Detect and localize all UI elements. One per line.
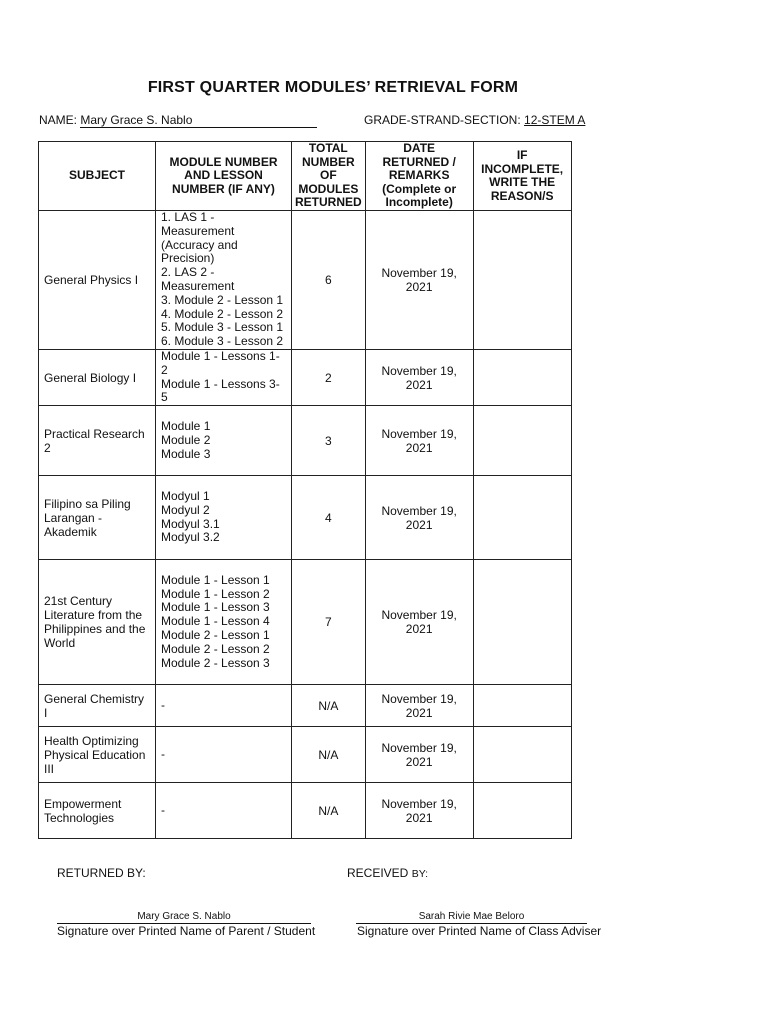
received-by-label-main: RECEIVED	[347, 866, 412, 880]
module-line: Module 3	[161, 446, 211, 461]
date-cell: November 19, 2021	[365, 727, 473, 783]
module-line: Modyul 2	[161, 502, 210, 517]
reason-cell	[473, 211, 571, 350]
reason-cell	[473, 685, 571, 727]
total-cell: 7	[292, 560, 366, 685]
subject-cell: 21st Century Literature from the Philippines and the World	[39, 560, 156, 685]
module-line: Modyul 1	[161, 489, 210, 504]
date-cell: November 19, 2021	[365, 685, 473, 727]
table-row	[39, 349, 572, 405]
header-module: MODULE NUMBER AND LESSON NUMBER (IF ANY)	[156, 142, 292, 211]
table-header-row	[39, 142, 572, 211]
module-line: Module 1 - Lessons 3-5	[161, 376, 280, 405]
subject-cell: General Physics I	[39, 211, 156, 350]
date-cell: November 19, 2021	[365, 476, 473, 560]
module-line: Module 1 - Lesson 3	[161, 600, 270, 615]
total-cell: N/A	[292, 727, 366, 783]
module-line: 1. LAS 1 - Measurement (Accuracy and Precision)	[161, 210, 238, 266]
date-cell: November 19, 2021	[365, 349, 473, 405]
module-cell	[156, 685, 292, 727]
total-cell: 3	[292, 406, 366, 476]
header-date: DATE RETURNED / REMARKS (Complete or Incomplete)	[365, 142, 473, 211]
table-row	[39, 685, 572, 727]
table-row	[39, 783, 572, 839]
total-cell: 2	[292, 349, 366, 405]
module-line: 4. Module 2 - Lesson 2	[161, 306, 284, 321]
module-line: -	[161, 802, 165, 817]
returned-by-label: RETURNED BY:	[57, 866, 146, 880]
name-value: Mary Grace S. Nablo	[80, 114, 317, 128]
module-line: 6. Module 3 - Lesson 2	[161, 334, 284, 349]
reason-cell	[473, 476, 571, 560]
module-line: 5. Module 3 - Lesson 1	[161, 320, 284, 335]
modules-table	[38, 141, 572, 839]
name-label: NAME:	[39, 113, 78, 127]
module-line: Module 1 - Lesson 4	[161, 614, 270, 629]
table-row	[39, 560, 572, 685]
total-cell: N/A	[292, 783, 366, 839]
date-cell: November 19, 2021	[365, 211, 473, 350]
grade-strand-section	[364, 113, 585, 127]
date-cell: November 19, 2021	[365, 783, 473, 839]
subject-cell: Practical Research 2	[39, 406, 156, 476]
module-line: Module 2 - Lesson 1	[161, 628, 270, 643]
module-cell	[156, 476, 292, 560]
module-line: 3. Module 2 - Lesson 1	[161, 292, 284, 307]
module-line: Module 1	[161, 418, 211, 433]
module-line: Module 2	[161, 432, 211, 447]
reason-cell	[473, 406, 571, 476]
module-line: -	[161, 697, 165, 712]
gss-value: 12-STEM A	[524, 113, 586, 127]
module-line: Module 1 - Lessons 1-2	[161, 348, 280, 377]
module-line: Module 2 - Lesson 3	[161, 655, 270, 670]
subject-cell: General Biology I	[39, 349, 156, 405]
form-title: FIRST QUARTER MODULES’ RETRIEVAL FORM	[147, 79, 519, 96]
total-cell: 4	[292, 476, 366, 560]
returned-caption: Signature over Printed Name of Parent / Student	[57, 924, 316, 938]
total-cell: N/A	[292, 685, 366, 727]
module-cell	[156, 406, 292, 476]
module-line: Module 1 - Lesson 2	[161, 586, 270, 601]
module-line: Module 2 - Lesson 2	[161, 641, 270, 656]
module-line: Module 1 - Lesson 1	[161, 572, 270, 587]
date-cell: November 19, 2021	[365, 406, 473, 476]
reason-cell	[473, 349, 571, 405]
module-cell	[156, 783, 292, 839]
module-line: Modyul 3.1	[161, 516, 220, 531]
received-by-label-small: BY:	[411, 868, 429, 880]
table-row	[39, 476, 572, 560]
module-line: -	[161, 746, 165, 761]
module-cell	[156, 560, 292, 685]
table-row	[39, 406, 572, 476]
module-cell	[156, 211, 292, 350]
reason-cell	[473, 783, 571, 839]
name-row	[39, 113, 317, 128]
date-cell: November 19, 2021	[365, 560, 473, 685]
module-cell	[156, 727, 292, 783]
header-subject: SUBJECT	[39, 142, 156, 211]
returned-signature: Mary Grace S. Nablo	[57, 910, 311, 924]
module-line: Modyul 3.2	[161, 530, 220, 545]
header-reason: IF INCOMPLETE, WRITE THE REASON/S	[473, 142, 571, 211]
subject-cell: Empowerment Technologies	[39, 783, 156, 839]
header-total: TOTAL NUMBER OF MODULES RETURNED	[292, 142, 366, 211]
received-signature: Sarah Rivie Mae Beloro	[356, 910, 587, 924]
subject-cell: Filipino sa Piling Larangan - Akademik	[39, 476, 156, 560]
total-cell: 6	[292, 211, 366, 350]
reason-cell	[473, 560, 571, 685]
subject-cell: General Chemistry I	[39, 685, 156, 727]
received-by-label	[347, 866, 428, 880]
table-row	[39, 211, 572, 350]
reason-cell	[473, 727, 571, 783]
gss-label: GRADE-STRAND-SECTION:	[364, 113, 521, 127]
subject-cell: Health Optimizing Physical Education III	[39, 727, 156, 783]
table-row	[39, 727, 572, 783]
module-line: 2. LAS 2 - Measurement	[161, 265, 235, 293]
module-cell	[156, 349, 292, 405]
received-caption: Signature over Printed Name of Class Adviser	[357, 924, 602, 938]
